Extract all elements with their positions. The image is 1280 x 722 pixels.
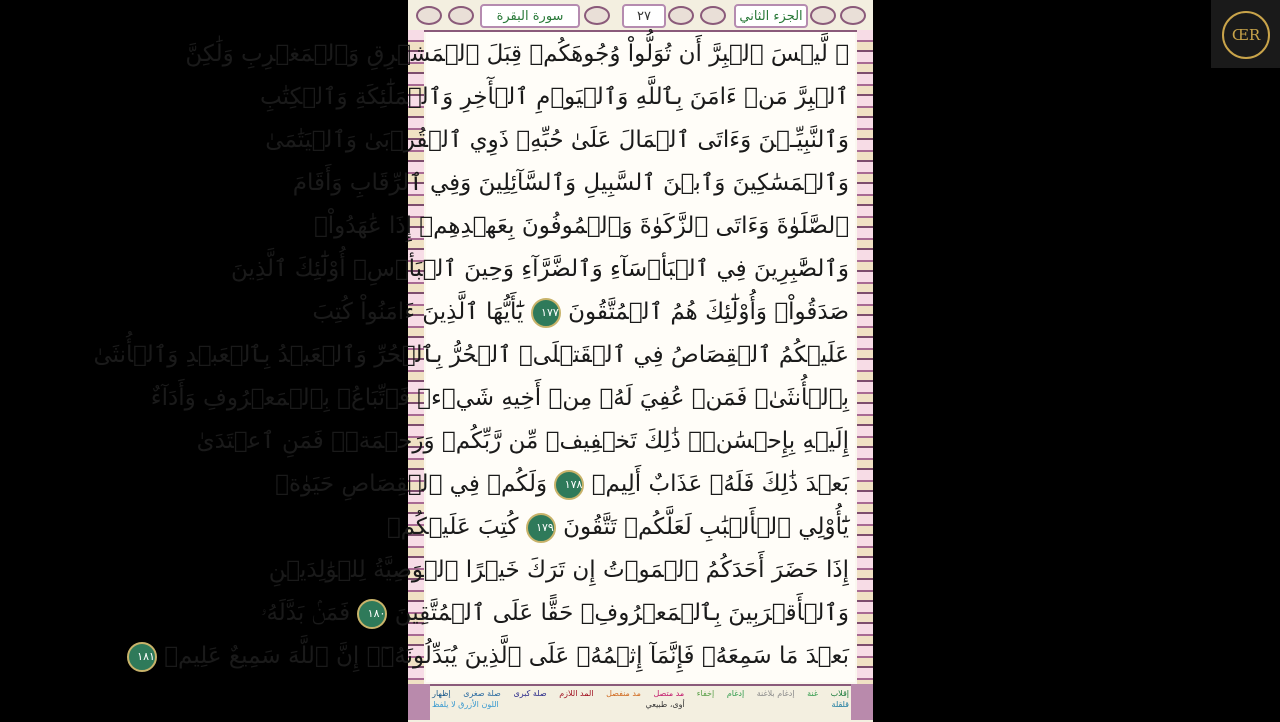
legend-item: المد اللازم [559, 689, 594, 698]
text-line: عَلَيۡكُمُ ٱلۡقِصَاصُ فِي ٱلۡقَتۡلَىۖ ٱلۡحُرُّ بِٱلۡحُرِّ وَٱلۡعَبۡدُ بِٱلۡعَبۡدِ وَٱلۡأُنثَىٰ [93, 342, 849, 368]
header-ornament [584, 6, 610, 25]
legend-item: مد متصل [653, 689, 685, 698]
text-line: وَٱلنَّبِيِّـۧنَ وَءَاتَى ٱلۡمَالَ عَلَىٰ حُبِّهِۦ ذَوِي ٱلۡقُرۡبَىٰ وَٱلۡيَتَٰمَىٰ [265, 127, 849, 153]
page-number: ٢٧ [622, 4, 666, 28]
header-ornament [840, 6, 866, 25]
text-line [137, 636, 849, 676]
corner-ornament [408, 684, 430, 720]
ayah-number-marker: ١٧٧ [531, 298, 561, 328]
legend-item: غنة [807, 689, 819, 698]
verse-text: وَلَكُمۡ فِي ٱلۡقِصَاصِ حَيَوٰةٞ [275, 471, 548, 497]
logo-emblem: ŒR [1222, 11, 1270, 59]
text-line: إِذَا حَضَرَ أَحَدَكُمُ ٱلۡمَوۡتُ إِن تَرَكَ خَيۡرًا ٱلۡوَصِيَّةُ لِلۡوَٰلِدَيۡنِ [268, 557, 849, 583]
surah-name-label: سورة البقرة [480, 4, 580, 28]
juz-label: الجزء الثاني [734, 4, 808, 28]
legend-item: اللون الأزرق لا يلفظ [432, 700, 499, 709]
corner-ornament [851, 684, 873, 720]
text-line: ۞ لَّيۡسَ ٱلۡبِرَّ أَن تُوَلُّواْ وُجُوهَكُمۡ قِبَلَ ٱلۡمَشۡرِقِ وَٱلۡمَغۡرِبِ وَلَٰكِنَّ [185, 41, 849, 67]
text-line: ٱلۡبِرَّ مَنۡ ءَامَنَ بِٱللَّهِ وَٱلۡيَوۡمِ ٱلۡأٓخِرِ وَٱلۡمَلَٰٓئِكَةِ وَٱلۡكِتَٰبِ [260, 84, 849, 110]
legend-item: أوى، طبيعي [645, 700, 685, 709]
mushaf-page [93, 0, 873, 720]
header-ornament [700, 6, 726, 25]
header-ornament [668, 6, 694, 25]
verse-text: وَٱلۡأَقۡرَبِينَ بِٱلۡمَعۡرُوفِۖ حَقًّا عَلَى ٱلۡمُتَّقِينَ [394, 600, 849, 626]
text-line: وَٱلۡمَسَٰكِينَ وَٱبۡنَ ٱلسَّبِيلِ وَٱلسَّآئِلِينَ وَفِي ٱلرِّقَابِ وَأَقَامَ [292, 170, 849, 196]
quran-text-area [93, 32, 855, 682]
verse-text: يَٰٓأُوْلِي ٱلۡأَلۡبَٰبِ لَعَلَّكُمۡ تَتَّقُونَ [563, 514, 849, 540]
text-line: بِٱلۡأُنثَىٰۚ فَمَنۡ عُفِيَ لَهُۥ مِنۡ أَخِيهِ شَيۡءٞ فَٱتِّبَاعُۢ بِٱلۡمَعۡرُوفِ وَأَدَآءٌ [150, 385, 849, 411]
legend-item: صلة صغرى [463, 689, 501, 698]
text-line: إِلَيۡهِ بِإِحۡسَٰنٖۗ ذَٰلِكَ تَخۡفِيفٞ مِّن رَّبِّكُمۡ وَرَحۡمَةٞۗ فَمَنِ ٱعۡتَدَىٰ [196, 428, 849, 454]
text-line [386, 507, 849, 547]
legend-item: إدغام [726, 689, 745, 698]
text-line: وَٱلصَّٰبِرِينَ فِي ٱلۡبَأۡسَآءِ وَٱلضَّرَّآءِ وَحِينَ ٱلۡبَأۡسِۗ أُوْلَٰٓئِكَ ٱلَّذِينَ [231, 256, 849, 282]
header-ornament [448, 6, 474, 25]
legend-item: مد منفصل [606, 689, 641, 698]
verse-text: كُتِبَ عَلَيۡكُمۡ [386, 514, 519, 540]
channel-logo [1211, 0, 1280, 68]
text-line: ٱلصَّلَوٰةَ وَءَاتَى ٱلزَّكَوٰةَ وَٱلۡمُوفُونَ بِعَهۡدِهِمۡ إِذَا عَٰهَدُواْۖ [313, 213, 849, 239]
legend-item: إقلاب [830, 689, 849, 698]
verse-text: بَعۡدَ مَا سَمِعَهُۥ فَإِنَّمَآ إِثۡمُهُۥ عَلَى ٱلَّذِينَ يُبَدِّلُونَهُۥٓۚ إِنَّ ٱللَّهَ سَمِيعٌ عَلِيمٞ [164, 643, 849, 669]
verse-text: فَمَنۢ بَدَّلَهُۥ [260, 600, 351, 626]
header-ornament [810, 6, 836, 25]
ayah-number-marker: ١٨١ [127, 642, 157, 672]
tajweed-legend [408, 684, 873, 722]
ayah-number-marker: ١٧٨ [554, 470, 584, 500]
ayah-number-marker: ١٧٩ [526, 513, 556, 543]
verse-text: يَٰٓأَيُّهَا ٱلَّذِينَ ءَامَنُواْ كُتِبَ [312, 299, 524, 325]
text-line [275, 464, 849, 504]
legend-item: إظهار [432, 689, 451, 698]
verse-text: بَعۡدَ ذَٰلِكَ فَلَهُۥ عَذَابٌ أَلِيمٞ [591, 471, 849, 497]
legend-items [432, 689, 849, 709]
legend-item: إدغام بلاغنة [756, 689, 795, 698]
ayah-number-marker: ١٨٠ [357, 599, 387, 629]
legend-item: صلة كبرى [513, 689, 547, 698]
legend-item: قلقلة [831, 700, 849, 709]
right-border-ornament [857, 30, 873, 685]
verse-text: صَدَقُواْۖ وَأُوْلَٰٓئِكَ هُمُ ٱلۡمُتَّقُونَ [568, 299, 849, 325]
text-line [312, 292, 849, 332]
header-ornament [416, 6, 442, 25]
page-header [408, 0, 873, 32]
legend-item: إخفاء [696, 689, 715, 698]
text-line [260, 593, 849, 633]
